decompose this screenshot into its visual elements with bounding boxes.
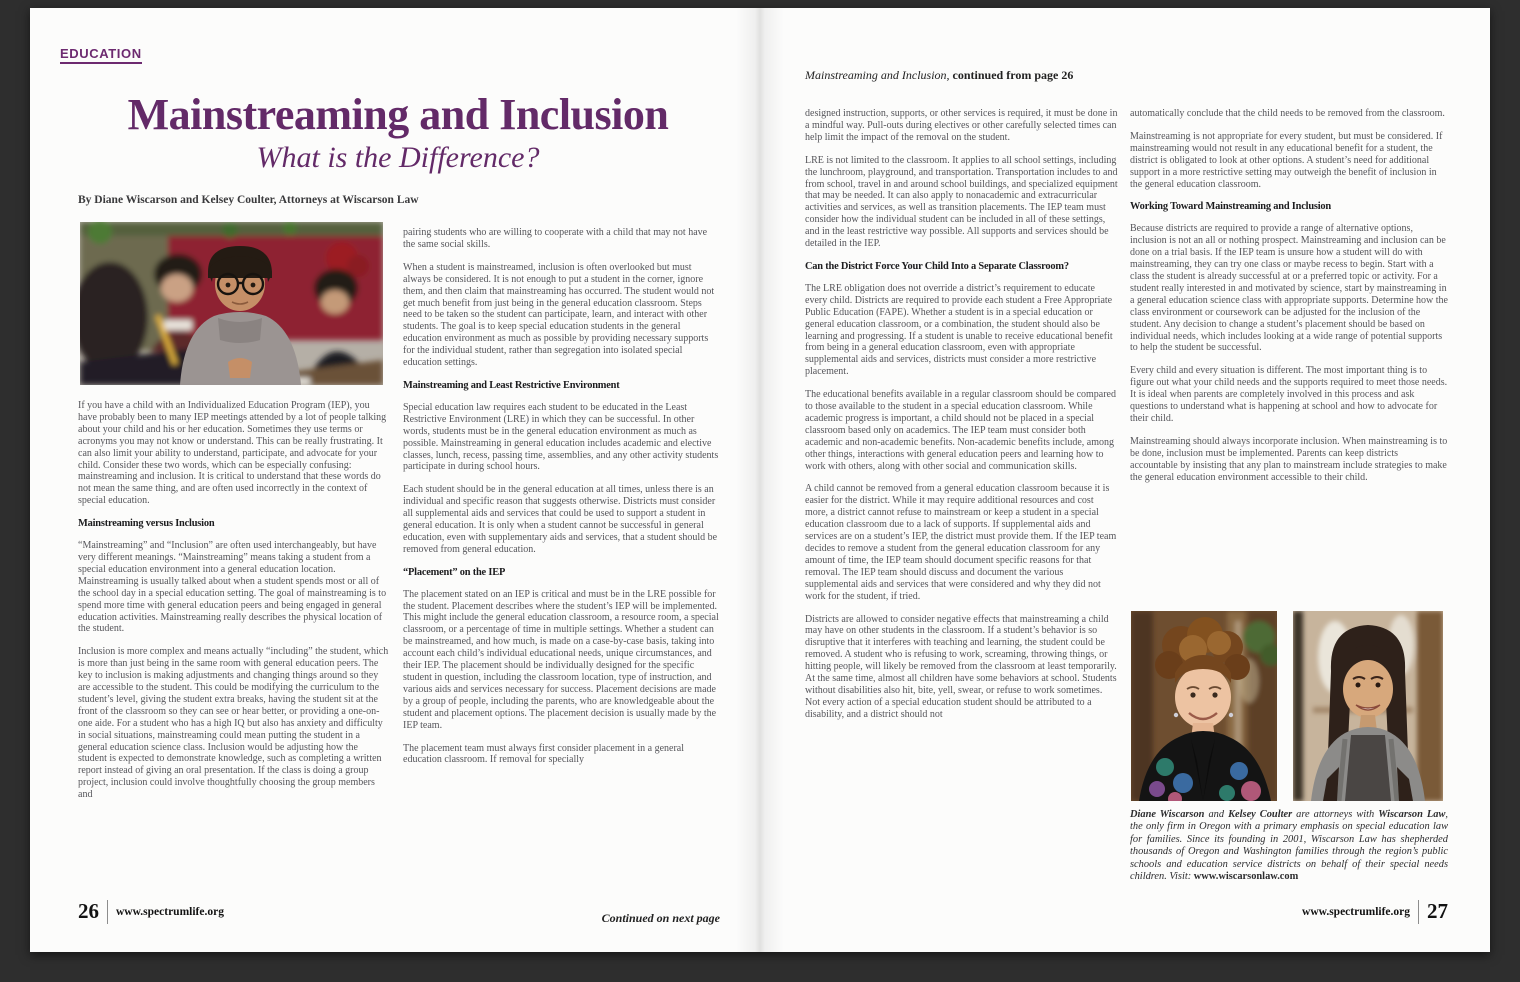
bio-firm-name: Wiscarson Law [1378, 809, 1446, 820]
diane-wiscarson-photo [1131, 611, 1277, 801]
running-header-title: Mainstreaming and Inclusion, [805, 68, 950, 82]
right-page-column-1 [805, 108, 1119, 732]
kelsey-coulter-portrait-illustration [1293, 611, 1443, 801]
paragraph: Districts are allowed to consider negative effects that mainstreaming a child may have on other students in the classroom. If a student’s behavior is so disruptive that it interferes with teaching and learning, the student could be removed. A student who is refusing to work, screaming, throwing things, or hitting people, will likely be removed from the classroom at least temporarily. At the same time, almost all children have some behaviors at school. Students without disabilities also hit, bite, yell, swear, or refuse to work sometimes. Not every action of a special education student should be attributed to a disability, and a district should not [805, 613, 1117, 720]
paragraph: Special education law requires each student to be educated in the Least Restrictive Environment (LRE) in which they can be successful. In other words, students must be in the general education environment as much as possible. Mainstreaming in general education includes academic and elective classes, lunch, recess, passing time, assemblies, and any other activity students participate in during school hours. [403, 401, 719, 473]
running-header-continued: continued from page 26 [949, 68, 1074, 82]
right-page-column-2 [1130, 108, 1448, 494]
diane-wiscarson-portrait-illustration [1131, 611, 1277, 801]
classroom-photo-illustration [80, 222, 383, 385]
paragraph: “Mainstreaming” and “Inclusion” are often used interchangeably, but have very different meanings. “Mainstreaming” means taking a student from a special education environment into a general education location. Mainstreaming is usually talked about when a student spends most or all of the school day in a special education setting. The goal of mainstreaming is to spend more time with general education peers and being engaged in general education activities. Mainstreaming really describes the physical location of the student. [78, 540, 387, 635]
classroom-photo [80, 222, 383, 385]
paragraph: Every child and every situation is different. The most important thing is to figure out what your child needs and the supports required to meet those needs. It is ideal when parents are completely involved in this process and ask questions to understand what is happening at school and how to advocate for their child. [1130, 365, 1448, 424]
right-page-footer [1130, 899, 1448, 924]
paragraph: The placement stated on an IEP is critical and must be in the LRE possible for the student. Placement describes where the student’s IEP will be implemented. This might include the general education classroom, a resource room, a special classroom, or a percentage of time in multiple settings. Whether a student can be mainstreamed, and how much, is made on a case-by-case basis, taking into account each child’s individual educational needs, unique circumstances, and their IEP. The placement should be individually designed for the specific student in question, including the classroom location, type of instruction, and various aids and services necessary for success. Placement decisions are made by a group of people, including the parents, who are knowledgeable about the student and placement options. The placement decision is usually made by the IEP team. [403, 588, 719, 731]
bio-author-name-diane: Diane Wiscarson [1130, 809, 1205, 820]
left-page-column-2 [403, 227, 720, 777]
bio-website-url: www.wiscarsonlaw.com [1193, 871, 1299, 883]
bio-text: and [1204, 809, 1229, 820]
paragraph: automatically conclude that the child needs to be removed from the classroom. [1130, 108, 1445, 119]
paragraph: When a student is mainstreamed, inclusion is often overlooked but must always be considered. It is not enough to put a student in the corner, ignore them, and then claim that mainstreaming has occurred. The student would not get much benefit from just being in the general education classroom. Steps need to be taken so the student can participate, learn, and interact with other students. The goal is to keep special education students in the general education environment as much as possible by providing necessary supports for the individual student, rather than segregation into isolated special education settings. [403, 261, 715, 369]
footer-website: www.spectrumlife.org [1302, 905, 1410, 918]
paragraph: A child cannot be removed from a general education classroom because it is easier for the district. While it may require additional resources and cost more, a district cannot refuse to mainstream or keep a student in a special education classroom due to a lack of supports. If supplemental aids and services are on a student’s IEP, the district must provide them. If the IEP team decides to remove a student from the general education classroom for any amount of time, the IEP team should document specific reasons for that removal. The IEP team should discuss and document the various supplemental aids and services that were considered and why they did not work for the student, if tried. [805, 483, 1117, 602]
paragraph: Mainstreaming is not appropriate for every student, but must be considered. If mainstreaming would not result in any educational benefit for a student, the district is obligated to look at other options. A student’s need for additional support in a more restrictive setting may outweigh the benefit of inclusion in the general education classroom. [1130, 130, 1443, 190]
section-label-education: EDUCATION [60, 46, 142, 64]
bio-text: , the only firm in Oregon with a primary emphasis on special education law for families. Since its founding in 2001, Wiscarson Law has shepherded thousands of Oregon and Washington families through the region’s public schools and education service districts on behalf of their special needs children. Visit: [1130, 809, 1448, 883]
authors-bio [1130, 809, 1448, 883]
bio-text: are attorneys with [1292, 809, 1379, 820]
page-number-26: 26 [78, 899, 99, 923]
paragraph: pairing students who are willing to cooperate with a child that may not have the same social skills. [403, 227, 708, 250]
paragraph: LRE is not limited to the classroom. It applies to all school settings, including the lunchroom, playground, and transportation. Transportation includes to and from school, travel in and around school buildings, and specialized equipment that may be needed. It can also apply to nonacademic and extracurricular activities and services, as well as transition placements. The IEP team must consider how the individual student can be included in all of these settings, and in the least restrictive way possible. All supports and services should be detailed in the IEP. [805, 154, 1118, 250]
paragraph: designed instruction, supports, or other services is required, it must be done in a mindful way. Pull-outs during electives or other carefully selected times can help limit the impact of the removal on the student. [805, 108, 1118, 143]
right-page-running-header [805, 68, 1073, 83]
article-subtitle: What is the Difference? [256, 141, 540, 174]
kelsey-coulter-photo [1293, 611, 1443, 801]
article-byline: By Diane Wiscarson and Kelsey Coulter, Attorneys at Wiscarson Law [78, 194, 419, 206]
heading-least-restrictive-environment: Mainstreaming and Least Restrictive Environment [403, 379, 620, 391]
paragraph: If you have a child with an Individualized Education Program (IEP), you have probably been to many IEP meetings attended by a lot of people talking about your child and his or her education. Sometimes they use terms or acronyms you may not know or understand. This can be really frustrating. It can also limit your ability to understand, participate, and advocate for your child. Consider these two words, which can be especially confusing: mainstreaming and inclusion. It is critical to understand that these words do not mean the same thing, and are often used incorrectly in the context of special education. [78, 400, 387, 507]
left-page-column-1 [78, 400, 389, 812]
paragraph: The LRE obligation does not override a district’s requirement to educate every child. Districts are required to provide each student a Free Appropriate Public Education (FAPE). Whether a student is in a special education or general education classroom, or a combination, the student should also be learning and progressing. If a student is unable to receive educational benefit from being in a general education classroom, even with appropriate supplemental aids and services, districts must consider a more restrictive placement. [805, 282, 1113, 378]
paragraph: The educational benefits available in a regular classroom should be compared to those available to the student in a special education classroom. While academic progress is important, a child should not be placed in a special classroom based only on academics. The IEP team must consider both academic and non-academic benefits. Non-academic benefits include, among other things, interactions with general education peers and learning how to work with others, along with other social and communication skills. [805, 389, 1116, 472]
paragraph: Each student should be in the general education at all times, unless there is an individual and specific reason that suggests otherwise. Districts must consider all supplemental aids and services that could be used to support a student in general education. It is only when a student cannot be successful in general education, even with supplementary aids and services, that a student should be removed from general education. [403, 484, 718, 555]
bio-author-name-kelsey: Kelsey Coulter [1228, 809, 1293, 820]
heading-working-toward-mainstreaming: Working Toward Mainstreaming and Inclusion [1130, 201, 1332, 213]
magazine-spread [30, 8, 1490, 952]
footer-divider [107, 900, 108, 924]
heading-separate-classroom: Can the District Force Your Child Into a Separate Classroom? [805, 260, 1069, 272]
footer-divider [1418, 900, 1419, 924]
footer-website: www.spectrumlife.org [116, 905, 224, 918]
paragraph: Inclusion is more complex and means actually “including” the student, which is more than just being in the same room with general education peers. The key to inclusion is making adjustments and changing things around so they are accessible to the student. This could be modifying the curriculum to the student’s level, giving the student extra breaks, having the student sit at the front of the classroom so they can see or hear better, or providing a one-on-one aide. For a student who has a high IQ but also has anxiety and difficulty in social situations, mainstreaming could mean putting the student in a general education science class. Inclusion would be adjusting how the student is expected to demonstrate knowledge, such as completing a written report instead of giving an oral presentation. If the class is doing a group project, inclusion could involve thoughtfully choosing the group members and [78, 646, 389, 801]
paragraph: The placement team must always first consider placement in a general education classroom. If removal for specially [403, 742, 685, 766]
continued-on-next-page-note: Continued on next page [601, 911, 720, 925]
heading-placement-on-the-iep: “Placement” on the IEP [403, 566, 506, 578]
page-gutter-shadow [736, 8, 784, 952]
left-page-footer [78, 899, 224, 924]
paragraph: Mainstreaming should always incorporate inclusion. When mainstreaming is to be done, inclusion must be implemented. Parents can keep districts accountable by insisting that any plan to mainstream include strategies to make the general education environment accessible to their child. [1130, 435, 1448, 483]
paragraph: Because districts are required to provide a range of alternative options, inclusion is not an all or nothing prospect. Mainstreaming and inclusion can be done on a trial basis. If the IEP team is unsure how a student will do with mainstreaming, they can try one class or maybe recess to begin. Start with a class the student is already successful at or a preferred topic or activity. For a student really interested in and motivated by science, start by mainstreaming in a general education science class with appropriate supports. Determine how the class environment or coursework can be adjusted for the inclusion of the student. Any decision to change a student’s placement should be based on individual needs, which includes looking at a wide range of potential supports to help the student be successful. [1130, 223, 1448, 354]
article-title: Mainstreaming and Inclusion [127, 90, 669, 139]
heading-mainstreaming-versus-inclusion: Mainstreaming versus Inclusion [78, 518, 215, 530]
page-number-27: 27 [1427, 899, 1448, 923]
